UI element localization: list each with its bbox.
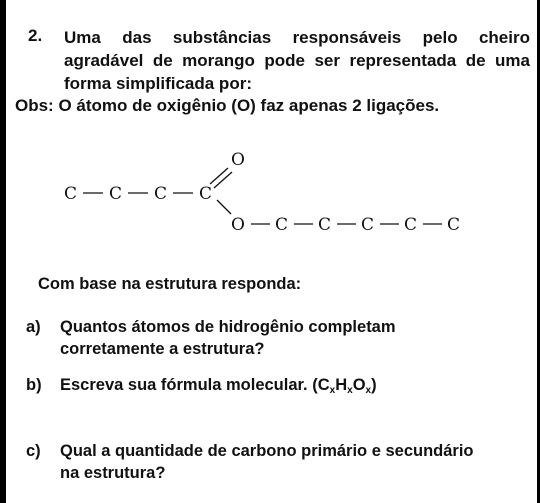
question-item-a — [26, 316, 526, 360]
item-b-line-1: Escreva sua fórmula molecular. — [60, 376, 308, 394]
formula-open-paren: ( — [312, 376, 318, 394]
question-line-3: forma simplificada por: — [64, 74, 252, 93]
item-text-a — [60, 316, 396, 360]
atom-c9: C — [447, 215, 461, 235]
formula-hydrogen: H — [335, 376, 348, 394]
question-line-2: agradável de morango pode ser representada de uma — [64, 51, 530, 70]
question-item-c — [26, 440, 531, 484]
worksheet-page — [6, 0, 537, 503]
question-item-b — [26, 374, 526, 396]
atom-c2: C — [109, 184, 123, 204]
instruction-prompt: Com base na estrutura responda: — [38, 275, 302, 293]
atom-c7: C — [361, 215, 375, 235]
formula-close-paren: ) — [371, 376, 377, 394]
atom-c4: C — [199, 184, 213, 204]
molecular-formula — [312, 376, 376, 394]
atom-carbonyl-oxygen: O — [231, 150, 245, 170]
formula-carbon-sub: x — [329, 385, 336, 396]
question-text — [64, 26, 530, 95]
atom-c8: C — [404, 215, 418, 235]
double-bond-b — [214, 172, 232, 188]
formula-oxygen: O — [352, 376, 366, 394]
bond-c4-o — [217, 200, 231, 214]
formula-hydrogen-sub: x — [347, 385, 353, 396]
atom-c6: C — [318, 215, 332, 235]
question-number: 2. — [28, 26, 43, 45]
atom-c5: C — [275, 215, 289, 235]
formula-oxygen-sub: x — [365, 385, 372, 396]
item-text-c — [60, 440, 474, 484]
item-a-line-1: Quantos átomos de hidrogênio completam — [60, 318, 396, 336]
observation-note: Obs: O átomo de oxigênio (O) faz apenas 2 ligações. — [15, 96, 440, 115]
formula-carbon: C — [317, 376, 330, 394]
double-bond-a — [210, 168, 228, 184]
question-line-1: Uma das substâncias responsáveis pelo cheiro — [64, 28, 530, 47]
item-text-b — [60, 374, 377, 402]
item-label-a: a) — [26, 318, 41, 336]
atom-ester-oxygen: O — [231, 215, 245, 235]
item-label-b: b) — [26, 376, 42, 394]
item-c-line-2: na estrutura? — [60, 464, 166, 482]
atom-c1: C — [64, 184, 78, 204]
atom-c3: C — [154, 184, 168, 204]
item-label-c: c) — [26, 442, 41, 460]
ester-structure-diagram — [6, 140, 537, 250]
item-a-line-2: corretamente a estrutura? — [60, 340, 265, 358]
item-c-line-1: Qual a quantidade de carbono primário e secundário — [60, 442, 474, 460]
